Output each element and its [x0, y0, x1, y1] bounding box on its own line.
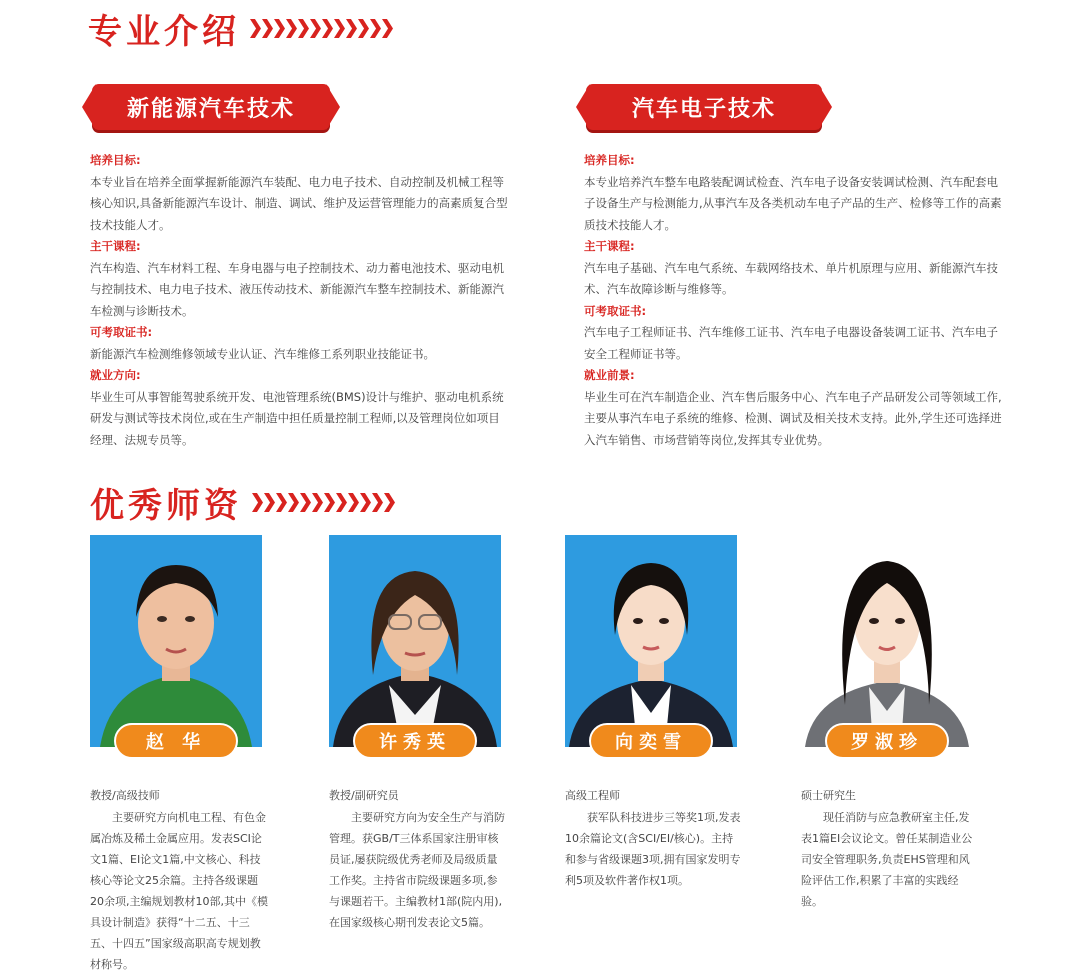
teacher-photo — [90, 535, 262, 747]
chevron-decoration-icon — [250, 19, 394, 38]
teacher-card — [801, 535, 973, 912]
major-detail-auto-electronics — [584, 150, 1004, 451]
block-label: 就业方向: — [90, 368, 141, 382]
teacher-name: 许秀英 — [353, 723, 477, 759]
block-label: 主干课程: — [584, 239, 635, 253]
teacher-photo — [801, 535, 973, 747]
teacher-name: 罗淑珍 — [825, 723, 949, 759]
section-header-intro — [88, 4, 394, 53]
block-label: 就业前景: — [584, 368, 635, 382]
teacher-title: 高级工程师 — [565, 789, 620, 802]
block-label: 主干课程: — [90, 239, 141, 253]
block-text: 毕业生可在汽车制造企业、汽车售后服务中心、汽车电子产品研发公司等领域工作,主要从事汽车电子系统的维修、检测、调试及相关技术支持。此外,学生还可选择进入汽车销售、市场营销等岗位,发挥其专业优势。 — [584, 389, 1002, 447]
section-header-faculty — [90, 478, 396, 527]
major-detail-nev — [90, 150, 510, 451]
block-text: 汽车构造、汽车材料工程、车身电器与电子控制技术、动力蓄电池技术、驱动电机与控制技术、电力电子技术、液压传动技术、新能源汽车整车控制技术、新能源汽车检测与诊断技术。 — [90, 260, 504, 318]
teacher-title: 教授/副研究员 — [329, 789, 399, 802]
teacher-desc: 主要研究方向机电工程、有色金属冶炼及稀土金属应用。发表SCI论文1篇、EI论文1篇,中文核心、科技核心等论文25余篇。主持各级课题20余项,主编规划教材10部,其中《模具设计制造》获得“十二五、十三五、十四五”国家级高职高专规划教材称号。 — [90, 811, 268, 971]
teacher-title: 教授/高级技师 — [90, 789, 160, 802]
block-text: 毕业生可从事智能驾驶系统开发、电池管理系统(BMS)设计与维护、驱动电机系统研发与测试等技术岗位,或在生产制造中担任质量控制工程师,以及管理岗位如项目经理、法规专员等。 — [90, 389, 504, 447]
block-label: 可考取证书: — [90, 325, 153, 339]
section-title-intro: 专业介绍 — [88, 12, 240, 52]
teacher-card — [565, 535, 741, 891]
portrait-image — [801, 535, 973, 747]
portrait-image — [565, 535, 737, 747]
teacher-desc: 获军队科技进步三等奖1项,发表10余篇论文(含SCI/EI/核心)。主持和参与省级课题3项,拥有国家发明专利5项及软件著作权1项。 — [565, 811, 741, 887]
teacher-card — [329, 535, 505, 933]
teacher-photo — [565, 535, 737, 747]
chevron-decoration-icon — [252, 493, 396, 512]
block-text: 本专业培养汽车整车电路装配调试检查、汽车电子设备安装调试检测、汽车配套电子设备生产与检测能力,从事汽车及各类机动车电子产品的生产、检修等工作的高素质技术技能人才。 — [584, 174, 1002, 232]
teacher-desc: 主要研究方向为安全生产与消防管理。获GB/T三体系国家注册审核员证,屡获院级优秀老师及局级质量工作奖。主持省市院级课题多项,参与课题若干。主编教材1部(院内用),在国家级核心期刊发表论文5篇。 — [329, 811, 505, 929]
block-label: 培养目标: — [90, 153, 141, 167]
teacher-name: 赵 华 — [114, 723, 238, 759]
block-label: 培养目标: — [584, 153, 635, 167]
block-text: 汽车电子基础、汽车电气系统、车载网络技术、单片机原理与应用、新能源汽车技术、汽车故障诊断与维修等。 — [584, 260, 998, 296]
teacher-card — [90, 535, 268, 975]
teacher-photo — [329, 535, 501, 747]
section-title-faculty: 优秀师资 — [90, 486, 242, 526]
major-banner-nev: 新能源汽车技术 — [92, 84, 330, 130]
block-text: 新能源汽车检测维修领域专业认证、汽车维修工系列职业技能证书。 — [90, 346, 435, 361]
portrait-image — [329, 535, 501, 747]
teacher-desc: 现任消防与应急教研室主任,发表1篇EI会议论文。曾任某制造业公司安全管理职务,负责EHS管理和风险评估工作,积累了丰富的实践经验。 — [801, 811, 973, 908]
teacher-name: 向奕雪 — [589, 723, 713, 759]
teacher-title: 硕士研究生 — [801, 789, 856, 802]
block-text: 本专业旨在培养全面掌握新能源汽车装配、电力电子技术、自动控制及机械工程等核心知识,具备新能源汽车设计、制造、调试、维护及运营管理能力的高素质复合型技术技能人才。 — [90, 174, 508, 232]
portrait-image — [90, 535, 262, 747]
block-text: 汽车电子工程师证书、汽车维修工证书、汽车电子电器设备装调工证书、汽车电子安全工程师证书等。 — [584, 325, 998, 361]
block-label: 可考取证书: — [584, 303, 647, 318]
major-banner-auto-electronics: 汽车电子技术 — [586, 84, 822, 130]
